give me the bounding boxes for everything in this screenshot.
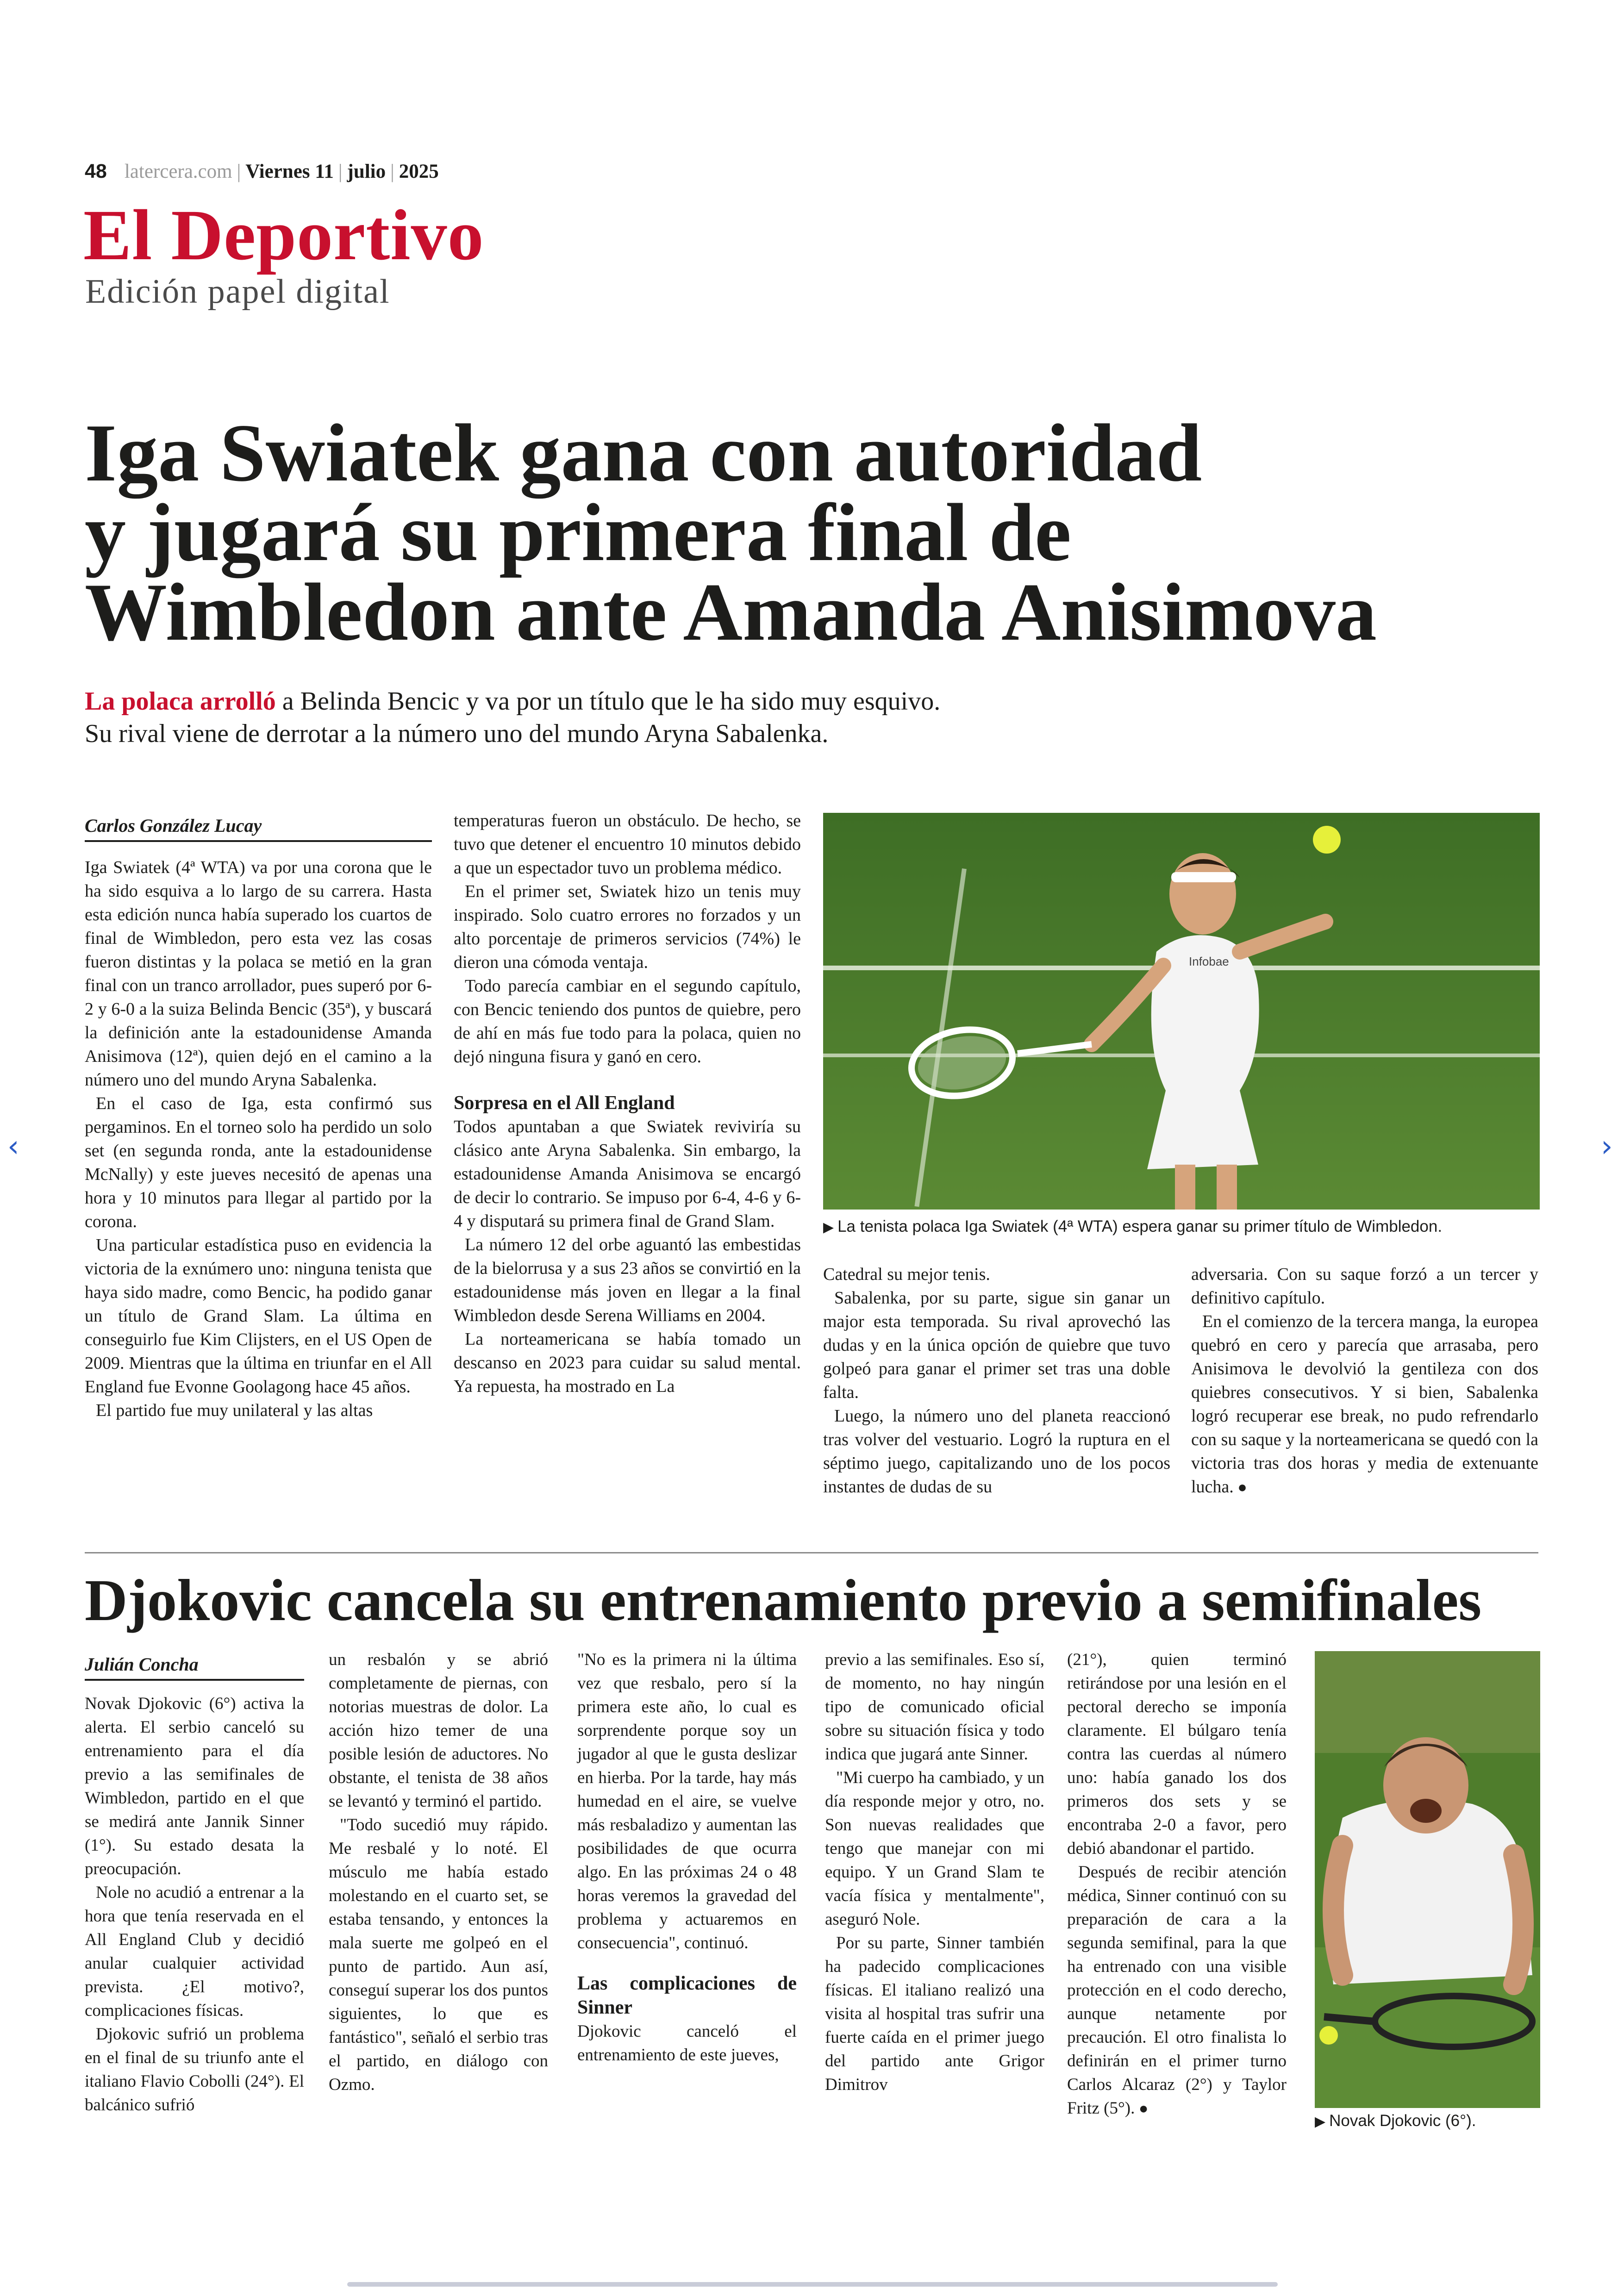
headline-line: Wimbledon ante Amanda Anisimova <box>85 566 1377 658</box>
article2-headline: Djokovic cancela su entrenamiento previo a semifinales <box>85 1567 1482 1633</box>
paragraph: temperaturas fueron un obstáculo. De hecho, se tuvo que detener el encuentro 10 minutos debido a que un espectador tuvo un problema médico. <box>454 811 801 878</box>
headline-line: y jugará su primera final de <box>85 486 1071 578</box>
paragraph: Iga Swiatek (4ª WTA) va por una corona que le ha sido esquiva a lo largo de su carrera. Hasta esta edición nunca había superado los cuartos de final de Wimbledon, pero esta vez las cosas fueron distintas y la polaca se metió en la gran final con un tranco arrollador, pues superó por 6-2 y 6-0 a la suiza Belinda Bencic (35ª), y buscará la definición ante la estadounidense Amanda Anisimova (12ª), quien dejó en el camino a la número uno del mundo Aryna Sabalenka. <box>85 858 432 1090</box>
paragraph: (21°), quien terminó retirándose por una lesión en el pectoral derecho se imponía claramente. El búlgaro tenía contra las cuerdas al número uno: había ganado los dos primeros dos sets y se encontraba 2-0 a favor, pero debió abandonar el partido. <box>1067 1650 1287 1858</box>
paragraph: Por su parte, Sinner también ha padecido complicaciones físicas. El italiano realizó una visita al hospital tras sufrir una fuerte caída en el primer juego del partido ante Grigor Dimitrov <box>825 1933 1044 2094</box>
article1-headline <box>85 407 1520 658</box>
paragraph: "Todo sucedió muy rápido. Me resbalé y lo noté. El músculo me había estado molestando en el cuarto set, se estaba tensando, y entonces la mala suerte me golpeó en el punto de partido. Aun así, conseguí superar los dos puntos siguientes, lo que es fantástico", señaló el serbio tras el partido, en diálogo con Ozmo. <box>329 1815 548 2094</box>
deck-text: Su rival viene de derrotar a la número uno del mundo Aryna Sabalenka. <box>85 719 829 748</box>
byline: Julián Concha <box>85 1653 304 1681</box>
paragraph: Todo parecía cambiar en el segundo capítulo, con Bencic teniendo dos puntos de quiebre, pero de ahí en más fue todo para la polaca, quien no dejó ninguna fisura y ganó en cero. <box>454 976 801 1066</box>
shirt-logo-text: Infobae <box>1189 954 1229 968</box>
article1-column-1 <box>85 814 432 1422</box>
article2-column-3 <box>577 1648 797 2067</box>
paragraph: Sabalenka, por su parte, sigue sin ganar un major esta temporada. Su rival aprovechó las dudas y en la única opción de quiebre que tuvo golpeó para ganar el primer set tras una doble falta. <box>823 1288 1170 1402</box>
headline-line: Iga Swiatek gana con autoridad <box>85 407 1202 499</box>
subhead: Las complicaciones de Sinner <box>577 1973 797 2018</box>
byline: Carlos González Lucay <box>85 814 432 842</box>
paragraph: Una particular estadística puso en evidencia la victoria de la exnúmero uno: ninguna tenista que haya sido madre, como Bencic, ha podido ganar un título de Grand Slam. La última en conseguirlo fue Kim Clijsters, en el US Open de 2009. Mientras que la última en triunfar en el All England fue Evonne Goolagong hace 45 años. <box>85 1235 432 1397</box>
caption-text: La tenista polaca Iga Swiatek (4ª WTA) espera ganar su primer título de Wimbledon. <box>837 1217 1443 1235</box>
tennis-player-illustration <box>1315 1651 1540 2108</box>
article2-column-2 <box>329 1648 548 2096</box>
paragraph: La norteamericana se había tomado un descanso en 2023 para cuidar su salud mental. Ya repuesta, ha mostrado en La <box>454 1329 801 1396</box>
site-name: latercera.com <box>124 161 232 182</box>
edition-label: Edición papel digital <box>85 273 390 311</box>
caption-text: Novak Djokovic (6°). <box>1329 2112 1476 2130</box>
paragraph: En el comienzo de la tercera manga, la europea quebró en cero y parecía que arrasaba, pero Anisimova le devolvió la gentileza con dos quiebres consecutivos. Y si bien, Sabalenka logró recuperar ese break, no pudo refrendarlo con su saque y la norteamericana se quedó con la victoria tras dos horas y media de extenuante lucha. ● <box>1191 1310 1538 1499</box>
date-year: 2025 <box>399 161 439 182</box>
article2-column-5 <box>1067 1648 1287 2120</box>
djokovic-photo-caption <box>1315 2111 1476 2132</box>
swiatek-photo <box>823 813 1540 1210</box>
article1-column-2 <box>454 809 801 1398</box>
caption-triangle-icon: ▶ <box>1315 2114 1326 2129</box>
swiatek-photo-caption <box>823 1216 1442 1238</box>
deck-text: a Belinda Bencic y va por un título que le ha sido muy esquivo. <box>275 687 941 716</box>
paragraph: Djokovic sufrió un problema en el final de su triunfo ante el italiano Flavio Cobolli (24°). El balcánico sufrió <box>85 2025 304 2114</box>
paragraph: un resbalón y se abrió completamente de piernas, con notorias muestras de dolor. La acción hizo temer de una posible lesión de aductores. No obstante, el tenista de 38 años se levantó y terminó el partido. <box>329 1650 548 1811</box>
article-divider <box>85 1552 1538 1553</box>
date-day: Viernes 11 <box>245 161 334 182</box>
paragraph: Novak Djokovic (6°) activa la alerta. El serbio canceló su entrenamiento para el día previo a las semifinales de Wimbledon, partido en el que se medirá ante Jannik Sinner (1°). Su estado desata la preocupación. <box>85 1694 304 1878</box>
djokovic-photo <box>1315 1651 1540 2108</box>
paragraph: Nole no acudió a entrenar a la hora que tenía reservada en el All England Club y decidió anular cualquier actividad prevista. ¿El motivo?, complicaciones físicas. <box>85 1883 304 2020</box>
paragraph: En el caso de Iga, esta confirmó sus pergaminos. En el torneo solo ha perdido un solo set (en segunda ronda, ante la estadounidense McNally) y este jueves necesitó de apenas una hora y 10 minutos para llegar al partido por la corona. <box>85 1094 432 1231</box>
deck-kicker: La polaca arrolló <box>85 687 276 716</box>
paragraph: En el primer set, Swiatek hizo un tenis muy inspirado. Solo cuatro errores no forzados y un alto porcentaje de primeros servicios (74%) le dieron una cómoda ventaja. <box>454 882 801 972</box>
subhead: Sorpresa en el All England <box>454 1092 675 1114</box>
paragraph: Después de recibir atención médica, Sinner continuó con su preparación de cara a la segunda semifinal, para la que ha entrenado con una visible protección en el codo derecho, aunque netamente por precaución. El otro finalista lo definirán en el primer turno Carlos Alcaraz (2°) y Taylor Fritz (5°). ● <box>1067 1860 1287 2120</box>
page-folio: 48 latercera.com | Viernes 11 | julio | 2025 <box>85 160 439 182</box>
article1-deck <box>85 685 1288 750</box>
horizontal-scrollbar[interactable] <box>347 2282 1278 2287</box>
paragraph: adversaria. Con su saque forzó a un tercer y definitivo capítulo. <box>1191 1265 1538 1308</box>
paragraph: Catedral su mejor tenis. <box>823 1265 990 1284</box>
paragraph: previo a las semifinales. Eso sí, de momento, no hay ningún tipo de comunicado oficial sobre su situación física y todo indica que jugará ante Sinner. <box>825 1650 1044 1764</box>
article1-column-4 <box>1191 1263 1538 1499</box>
paragraph: Luego, la número uno del planeta reaccionó tras volver del vestuario. Logró la ruptura en el séptimo juego, capitalizando uno de los pocos instantes de dudas de su <box>823 1406 1170 1497</box>
paragraph: "No es la primera ni la última vez que resbalo, pero sí la primera este año, lo cual es sorprendente porque soy un jugador al que le gusta deslizar en hierba. Por la tarde, hay más humedad en el aire, se vuelve más resbaladizo y aumentan las posibilidades de que ocurra algo. En las próximas 24 o 48 horas veremos la gravedad del problema y actuaremos en consecuencia", continuó. <box>577 1650 797 1952</box>
next-page-arrow-icon[interactable]: › <box>1601 1129 1613 1164</box>
paragraph: Todos apuntaban a que Swiatek reviviría su clásico ante Aryna Sabalenka. Sin embargo, la estadounidense Amanda Anisimova se encargó de decir lo contrario. Se impuso por 6-4, 4-6 y 6-4 y disputará su primera final de Grand Slam. <box>454 1117 801 1231</box>
page-number: 48 <box>85 160 107 182</box>
article2-column-4 <box>825 1648 1044 2096</box>
caption-triangle-icon: ▶ <box>823 1220 834 1235</box>
paragraph: "Mi cuerpo ha cambiado, y un día responde mejor y otro, no. Son nuevas realidades que tengo que manejar con mi equipo. Y un Grand Slam te vacía física y mentalmente", aseguró Nole. <box>825 1768 1044 1929</box>
previous-page-arrow-icon[interactable]: ‹ <box>7 1129 19 1164</box>
paragraph: La número 12 del orbe aguantó las embestidas de la bielorrusa y a sus 23 años se convirtió en la estadounidense más joven en llegar a la final Wimbledon desde Serena Williams en 2004. <box>454 1235 801 1325</box>
section-masthead: El Deportivo <box>83 195 484 275</box>
tennis-player-illustration <box>823 813 1540 1210</box>
article2-column-1 <box>85 1653 304 2117</box>
paragraph: El partido fue muy unilateral y las altas <box>96 1401 373 1420</box>
article1-column-3 <box>823 1263 1170 1499</box>
date-month: julio <box>347 161 386 182</box>
paragraph: Djokovic canceló el entrenamiento de este jueves, <box>577 2022 797 2064</box>
